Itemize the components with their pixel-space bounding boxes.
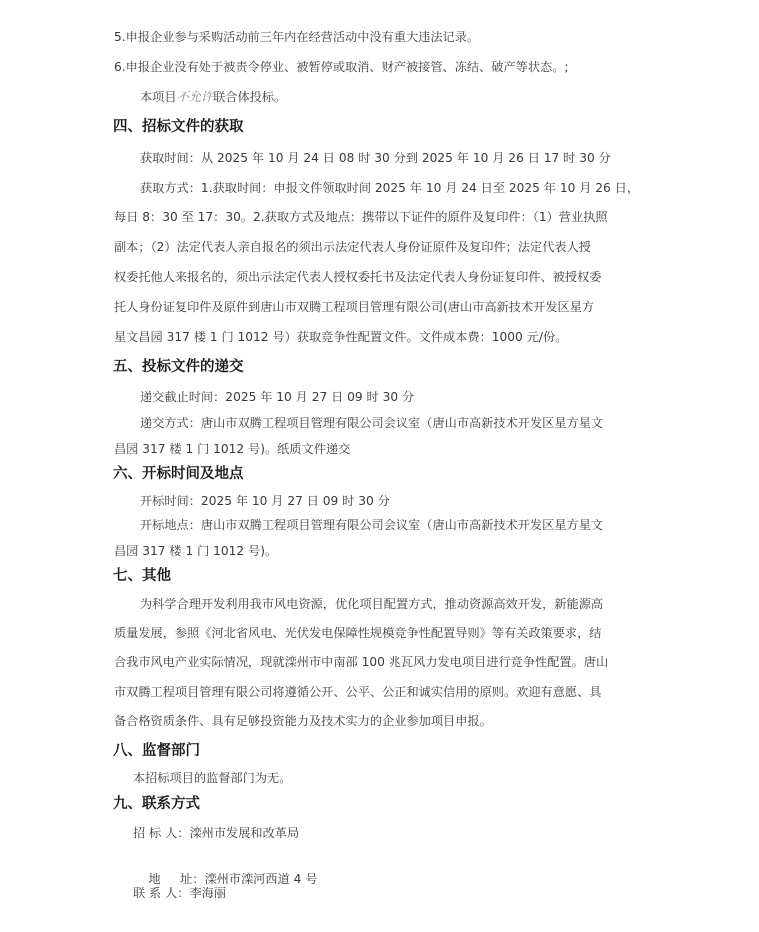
section-6-place-line: 昌园 317 楼 1 门 1012 号)。 — [114, 544, 278, 558]
section-6-place-line: 开标地点：唐山市双腾工程项目管理有限公司会议室（唐山市高新技术开发区星方星文 — [140, 518, 604, 532]
address-value: 滦州市滦河西道 4 号 — [204, 872, 318, 886]
contact-tenderer — [133, 825, 299, 841]
tenderer-value: 滦州市发展和改革局 — [189, 826, 300, 840]
section-4-method-line: 托人身份证复印件及原件到唐山市双腾工程项目管理有限公司(唐山市高新技术开发区星方 — [114, 300, 595, 314]
section-9-heading: 九、联系方式 — [113, 796, 200, 812]
section-6-time: 开标时间：2025 年 10 月 27 日 09 时 30 分 — [140, 494, 390, 508]
section-4-method-line: 权委托他人来报名的，须出示法定代表人授权委托书及法定代表人身份证复印件、被授权委 — [114, 270, 602, 284]
consortium-statement — [140, 89, 286, 105]
section-7-line: 市双腾工程项目管理有限公司将遵循公开、公平、公正和诚实信用的原则。欢迎有意愿、具 — [114, 685, 602, 699]
qualification-item-5: 5.申报企业参与采购活动前三年内在经营活动中没有重大违法记录。 — [114, 30, 480, 44]
section-5-heading: 五、投标文件的递交 — [113, 359, 244, 375]
section-8-text: 本招标项目的监督部门为无。 — [133, 771, 292, 785]
section-8-heading: 八、监督部门 — [113, 743, 200, 759]
contact-label: 联 系 人： — [133, 886, 190, 900]
section-7-line: 合我市风电产业实际情况，现就滦州市中南部 100 兆瓦风力发电项目进行竞争性配置。唐山 — [114, 655, 609, 669]
section-4-method-line: 每日 8：30 至 17：30。2.获取方式及地点：携带以下证件的原件及复印件：（1）营业执照 — [114, 210, 608, 224]
consortium-prefix: 本项目 — [140, 90, 177, 104]
section-4-heading: 四、招标文件的获取 — [113, 119, 244, 135]
consortium-value: 不允许 — [176, 90, 214, 104]
section-5-method-line: 递交方式：唐山市双腾工程项目管理有限公司会议室（唐山市高新技术开发区星方星文 — [140, 416, 604, 430]
section-4-method-line: 获取方式：1.获取时间：申报文件领取时间 2025 年 10 月 24 日至 2025 年 10 月 26 日， — [140, 181, 640, 195]
consortium-suffix: 联合体投标。 — [213, 90, 287, 104]
section-7-line: 为科学合理开发利用我市风电资源，优化项目配置方式，推动资源高效开发，新能源高 — [140, 597, 604, 611]
address-label: 地 址： — [148, 872, 205, 886]
contact-person — [133, 885, 226, 901]
section-4-time: 获取时间：从 2025 年 10 月 24 日 08 时 30 分到 2025 年 10 月 26 日 17 时 30 分 — [140, 151, 611, 165]
qualification-item-6: 6.申报企业没有处于被责令停业、被暂停或取消、财产被接管、冻结、破产等状态。; — [114, 60, 569, 74]
section-5-method-line: 昌园 317 楼 1 门 1012 号)。纸质文件递交 — [114, 442, 351, 456]
tenderer-label: 招 标 人： — [133, 826, 190, 840]
section-7-line: 质量发展，参照《河北省风电、光伏发电保障性规模竞争性配置导则》等有关政策要求，结 — [114, 626, 602, 640]
section-4-method-line: 星文昌园 317 楼 1 门 1012 号）获取竞争性配置文件。文件成本费：1000 元/份。 — [114, 330, 568, 344]
section-7-heading: 七、其他 — [113, 568, 171, 584]
section-4-method-line: 副本；（2）法定代表人亲自报名的须出示法定代表人身份证原件及复印件；法定代表人授 — [114, 240, 591, 254]
section-6-heading: 六、开标时间及地点 — [113, 466, 244, 482]
section-5-deadline: 递交截止时间：2025 年 10 月 27 日 09 时 30 分 — [140, 390, 415, 404]
contact-value: 李海丽 — [189, 886, 227, 900]
section-7-line: 备合格资质条件、具有足够投资能力及技术实力的企业参加项目申报。 — [114, 714, 492, 728]
